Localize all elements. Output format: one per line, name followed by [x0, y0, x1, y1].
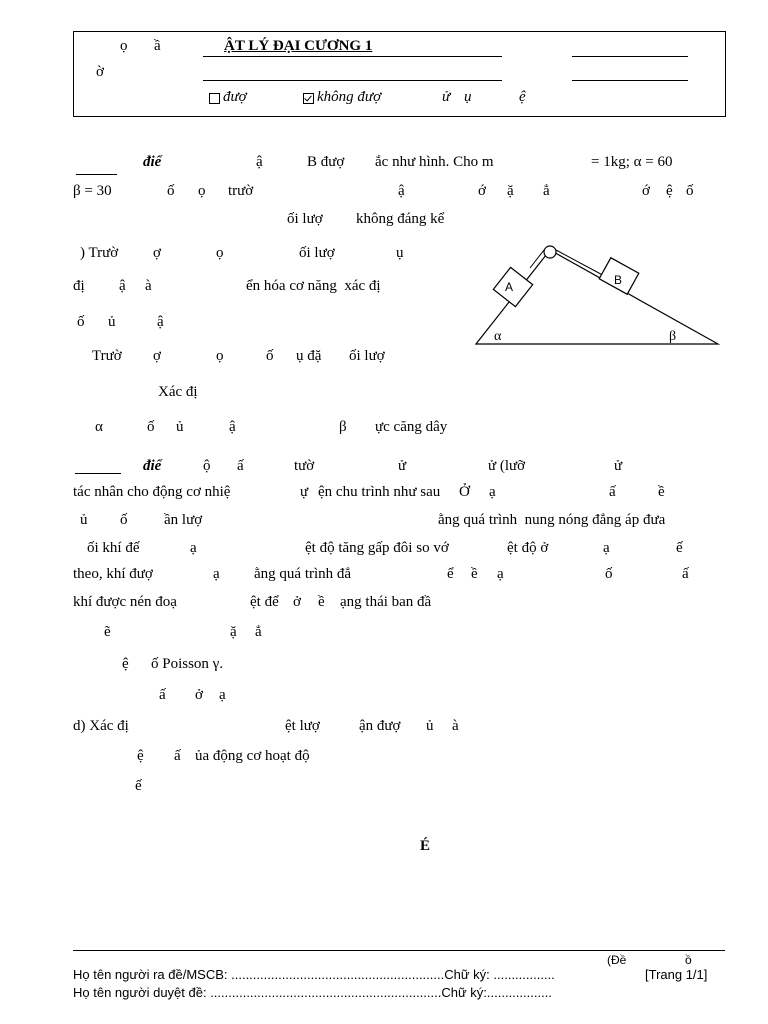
problem1-text: không đáng kể — [356, 211, 445, 227]
footer-author-line: Họ tên người ra đề/MSCB: ...........................................................Chữ ký: ................. — [73, 967, 555, 982]
problem2-text: ệt độ ở — [507, 540, 549, 556]
header-fill-line — [203, 56, 502, 57]
problem2-text: ề — [471, 566, 478, 582]
problem2-text: ạng thái ban đầ — [340, 594, 432, 610]
problem2-text: ủ — [80, 512, 88, 528]
header-row3-fragment: ệ — [519, 89, 526, 105]
footer-note: (Đề — [607, 953, 627, 967]
header-row1-fragment: ọ — [120, 38, 128, 54]
problem2-text: ấ — [237, 458, 244, 474]
problem2-text: ấ — [609, 484, 616, 500]
problem1-text: ậ — [157, 314, 164, 330]
problem1-text: ậ — [256, 154, 263, 170]
header-row2-fragment: ờ — [96, 64, 104, 80]
problem1-text: ớ — [642, 183, 650, 199]
problem1-question-b: ối lượ — [349, 348, 385, 364]
footer-note: ồ — [685, 953, 692, 967]
footer-reviewer-line: Họ tên người duyệt đề: ................................................................Chữ ký:.................. — [73, 985, 552, 1000]
problem2-text: khí được nén đoạ — [73, 594, 177, 610]
header-fill-line — [572, 80, 688, 81]
problem2-text: ử — [614, 458, 623, 474]
problem2-question-d: ận đượ — [359, 718, 401, 734]
score-blank-line — [76, 174, 117, 175]
problem2-text: ệt để — [250, 594, 279, 610]
problem2-text: ủa động cơ hoạt độ — [195, 748, 310, 764]
problem1-question-b: Trườ — [92, 348, 122, 364]
problem2-text: ở — [293, 594, 301, 610]
problem1-text: ậ — [398, 183, 405, 199]
problem2-question-d: à — [452, 718, 459, 734]
problem2-text: ử (lưỡ — [488, 458, 526, 474]
problem2-text: ạ — [190, 540, 197, 556]
problem1-text: trườ — [228, 183, 254, 199]
materials-allowed-label: đượ — [223, 89, 247, 105]
problem1-text: à — [145, 278, 152, 294]
score-blank-line — [75, 473, 121, 474]
problem1-text: α — [95, 419, 103, 435]
end-of-exam-mark: É — [420, 838, 431, 854]
problem2-text: ệ — [122, 656, 129, 672]
problem1-text: B đượ — [307, 154, 345, 170]
problem2-text: theo, khí đượ — [73, 566, 153, 582]
header-row3-fragment: ụ — [464, 89, 472, 105]
problem1-text: ẳ — [543, 183, 550, 199]
problem2-text: ạ — [497, 566, 504, 582]
problem2-text: ạ — [603, 540, 610, 556]
problem2-text: ấ — [174, 748, 181, 764]
materials-not-allowed-checkbox[interactable] — [303, 93, 314, 104]
course-title: ẬT LÝ ĐẠI CƯƠNG 1 — [224, 38, 373, 54]
problem2-text: ối khí đế — [87, 540, 140, 556]
problem1-text: Xác đị — [158, 384, 198, 400]
problem1-text: ệ — [666, 183, 673, 199]
problem2-text: ẽ — [104, 624, 111, 640]
problem2-question-d: ủ — [426, 718, 434, 734]
problem1-points-label: điể — [143, 154, 162, 170]
problem1-text: ố — [686, 183, 694, 199]
problem2-text: ần lượ — [164, 512, 203, 528]
problem1-text: ọ — [198, 183, 206, 199]
problem2-text: ạ — [213, 566, 220, 582]
block-a-label: A — [505, 280, 514, 294]
angle-alpha-label: α — [494, 329, 502, 344]
problem1-question-b: ụ đặ — [296, 348, 322, 364]
problem1-text: ển hóa cơ năng xác đị — [246, 278, 381, 294]
double-incline-pulley-diagram — [470, 236, 722, 348]
problem2-text: ẳ — [255, 624, 262, 640]
problem1-text: ực căng dây — [375, 419, 448, 435]
problem2-text: ố — [120, 512, 128, 528]
problem1-question-a: ọ — [216, 245, 224, 261]
problem2-text: ự — [300, 484, 309, 500]
problem2-text: ể — [447, 566, 454, 582]
problem2-text: ặ — [230, 624, 237, 640]
problem2-points-label: điể — [143, 458, 162, 474]
problem1-text: ủ — [176, 419, 184, 435]
problem2-text: ấ — [159, 687, 166, 703]
problem1-text: ậ — [119, 278, 126, 294]
problem1-question-b: ọ — [216, 348, 224, 364]
problem2-text: ở — [195, 687, 203, 703]
problem2-text: ằng quá trình đẳ — [254, 566, 352, 582]
problem1-question-a: ) Trườ — [80, 245, 119, 261]
problem1-text: ố — [147, 419, 155, 435]
problem2-text: ế — [676, 540, 683, 556]
problem2-text: tườ — [294, 458, 315, 474]
problem2-text: ề — [658, 484, 665, 500]
problem1-question-a: ối lượ — [299, 245, 335, 261]
pulley-icon — [544, 246, 556, 258]
angle-beta-label: β — [669, 329, 677, 344]
problem1-question-b: ố — [266, 348, 274, 364]
problem1-question-a: ợ — [153, 245, 161, 261]
problem2-text: tác nhân cho động cơ nhiệ — [73, 484, 231, 500]
problem1-text: ắc như hình. Cho m — [375, 154, 494, 170]
problem2-text: ệt độ tăng gấp đôi so vớ — [305, 540, 449, 556]
problem1-text: đị — [73, 278, 85, 294]
problem2-text: ế — [135, 778, 142, 794]
problem2-text: ố — [605, 566, 613, 582]
problem1-question-a: ụ — [396, 245, 404, 261]
problem2-text: ện chu trình như sau — [318, 484, 441, 500]
problem1-text: ối lượ — [287, 211, 323, 227]
problem2-question-d: d) Xác đị — [73, 718, 129, 734]
exam-header-box — [73, 31, 726, 117]
problem2-text: ạ — [489, 484, 496, 500]
problem1-text: ố — [167, 183, 175, 199]
problem2-text: Ở — [459, 484, 470, 500]
problem2-question-d: ệt lượ — [285, 718, 320, 734]
page-number: [Trang 1/1] — [645, 967, 708, 982]
problem1-question-b: ợ — [153, 348, 161, 364]
materials-allowed-checkbox[interactable] — [209, 93, 220, 104]
problem2-text: ố Poisson γ. — [151, 656, 224, 672]
problem1-text: β = 30 — [73, 183, 112, 199]
problem1-text: ặ — [507, 183, 514, 199]
materials-not-allowed-label: không đượ — [317, 89, 382, 105]
problem2-text: ề — [318, 594, 325, 610]
problem2-text: ấ — [682, 566, 689, 582]
footer-divider — [73, 950, 725, 951]
problem1-text: ớ — [478, 183, 486, 199]
problem1-text: ủ — [108, 314, 116, 330]
problem2-text: ằng quá trình nung nóng đẳng áp đưa — [438, 512, 666, 528]
problem1-text: β — [339, 419, 347, 435]
block-b-label: B — [614, 273, 623, 287]
header-fill-line — [203, 80, 502, 81]
rope-left — [530, 250, 544, 268]
problem2-text: ộ — [203, 458, 211, 474]
problem1-text: ố — [77, 314, 85, 330]
header-row3-fragment: ử — [442, 89, 451, 105]
problem1-text: ậ — [229, 419, 236, 435]
problem2-text: ệ — [137, 748, 144, 764]
header-fill-line — [572, 56, 688, 57]
problem2-text: ử — [398, 458, 407, 474]
header-row1-fragment: ầ — [154, 38, 161, 54]
problem1-text: = 1kg; α = 60 — [591, 154, 673, 170]
problem2-text: ạ — [219, 687, 226, 703]
